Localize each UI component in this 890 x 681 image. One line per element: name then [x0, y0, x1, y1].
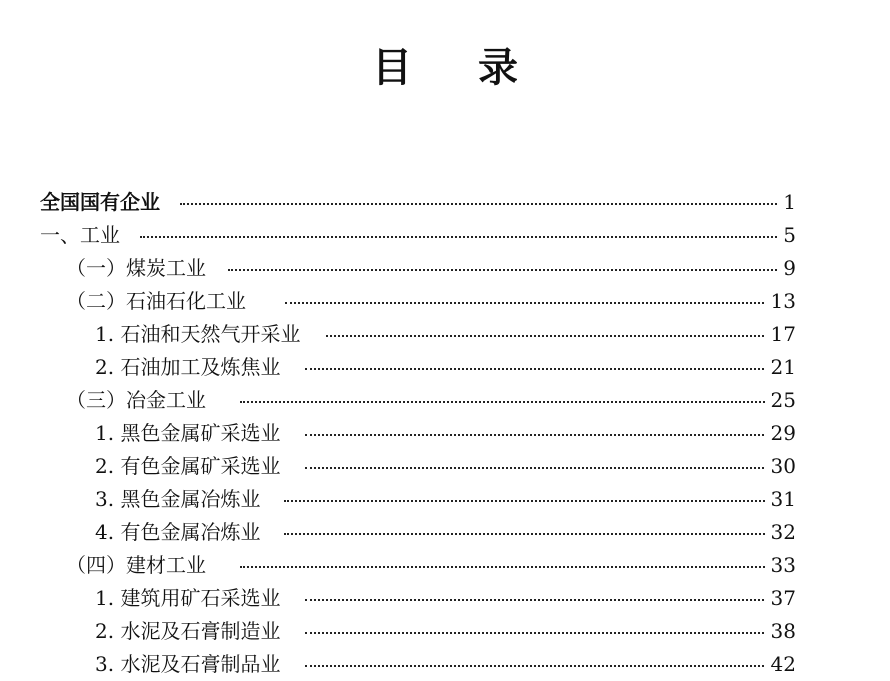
toc-entry-page: 9: [777, 252, 796, 285]
toc-entry-label: 2. 有色金属矿采选业: [95, 450, 286, 483]
dot-leader: [305, 665, 784, 667]
dot-leader: [305, 599, 784, 601]
toc-entry[interactable]: [0, 450, 890, 483]
toc-entry-label: 1. 黑色金属矿采选业: [95, 417, 286, 450]
dot-leader: [285, 302, 784, 304]
toc-entry[interactable]: [0, 516, 890, 549]
toc-entry[interactable]: [0, 318, 890, 351]
toc-entry[interactable]: [0, 219, 890, 252]
toc-entry-page: 5: [777, 219, 796, 252]
toc-entry-label: 一、工业: [40, 219, 126, 252]
toc-entry-page: 42: [765, 648, 796, 681]
dot-leader: [140, 236, 784, 238]
toc-entry-page: 13: [765, 285, 796, 318]
toc-entry-label: （四）建材工业: [66, 549, 212, 582]
dot-leader: [305, 632, 784, 634]
dot-leader: [284, 533, 784, 535]
dot-leader: [240, 566, 784, 568]
toc-entry-page: 21: [765, 351, 796, 384]
toc-entry-page: 37: [765, 582, 796, 615]
dot-leader: [305, 434, 784, 436]
dot-leader: [240, 401, 784, 403]
toc-entry-label: （一）煤炭工业: [66, 252, 212, 285]
title-char-1: 目: [372, 44, 412, 91]
toc-entry-label: 3. 水泥及石膏制品业: [95, 648, 286, 681]
toc-entry-page: 25: [765, 384, 796, 417]
toc-entry-page: 17: [765, 318, 796, 351]
toc-entry-label: 2. 水泥及石膏制造业: [95, 615, 286, 648]
toc-entry[interactable]: [0, 483, 890, 516]
toc-entry-page: 31: [765, 483, 796, 516]
toc-entry[interactable]: [0, 252, 890, 285]
toc-entry-label: （三）冶金工业: [66, 384, 212, 417]
toc-entry-page: 38: [765, 615, 796, 648]
toc-entry[interactable]: [0, 384, 890, 417]
toc-entry[interactable]: [0, 648, 890, 681]
dot-leader: [326, 335, 784, 337]
dot-leader: [228, 269, 784, 271]
page-title: [0, 38, 890, 98]
toc-entry[interactable]: [0, 582, 890, 615]
toc-entry-page: 32: [765, 516, 796, 549]
toc-entry[interactable]: [0, 615, 890, 648]
title-char-2: 录: [478, 44, 518, 91]
toc-entry-label: 1. 石油和天然气开采业: [95, 318, 306, 351]
toc-entry[interactable]: [0, 549, 890, 582]
toc-entry-label: 2. 石油加工及炼焦业: [95, 351, 286, 384]
toc-entry-page: 1: [777, 186, 796, 219]
dot-leader: [284, 500, 784, 502]
toc-entry-label: 3. 黑色金属冶炼业: [95, 483, 266, 516]
toc-entry-page: 30: [765, 450, 796, 483]
toc-entry-page: 29: [765, 417, 796, 450]
toc-entry-label: （二）石油石化工业: [66, 285, 252, 318]
toc-entry-page: 33: [765, 549, 796, 582]
toc-entry[interactable]: [0, 351, 890, 384]
dot-leader: [305, 368, 784, 370]
toc-entry[interactable]: [0, 285, 890, 318]
toc-entry-label: 1. 建筑用矿石采选业: [95, 582, 286, 615]
toc-entry[interactable]: [0, 186, 890, 219]
toc-entry-label: 全国国有企业: [40, 186, 166, 219]
dot-leader: [305, 467, 784, 469]
dot-leader: [180, 203, 784, 205]
toc-entry-label: 4. 有色金属冶炼业: [95, 516, 266, 549]
toc-entry[interactable]: [0, 417, 890, 450]
table-of-contents: [0, 186, 890, 681]
